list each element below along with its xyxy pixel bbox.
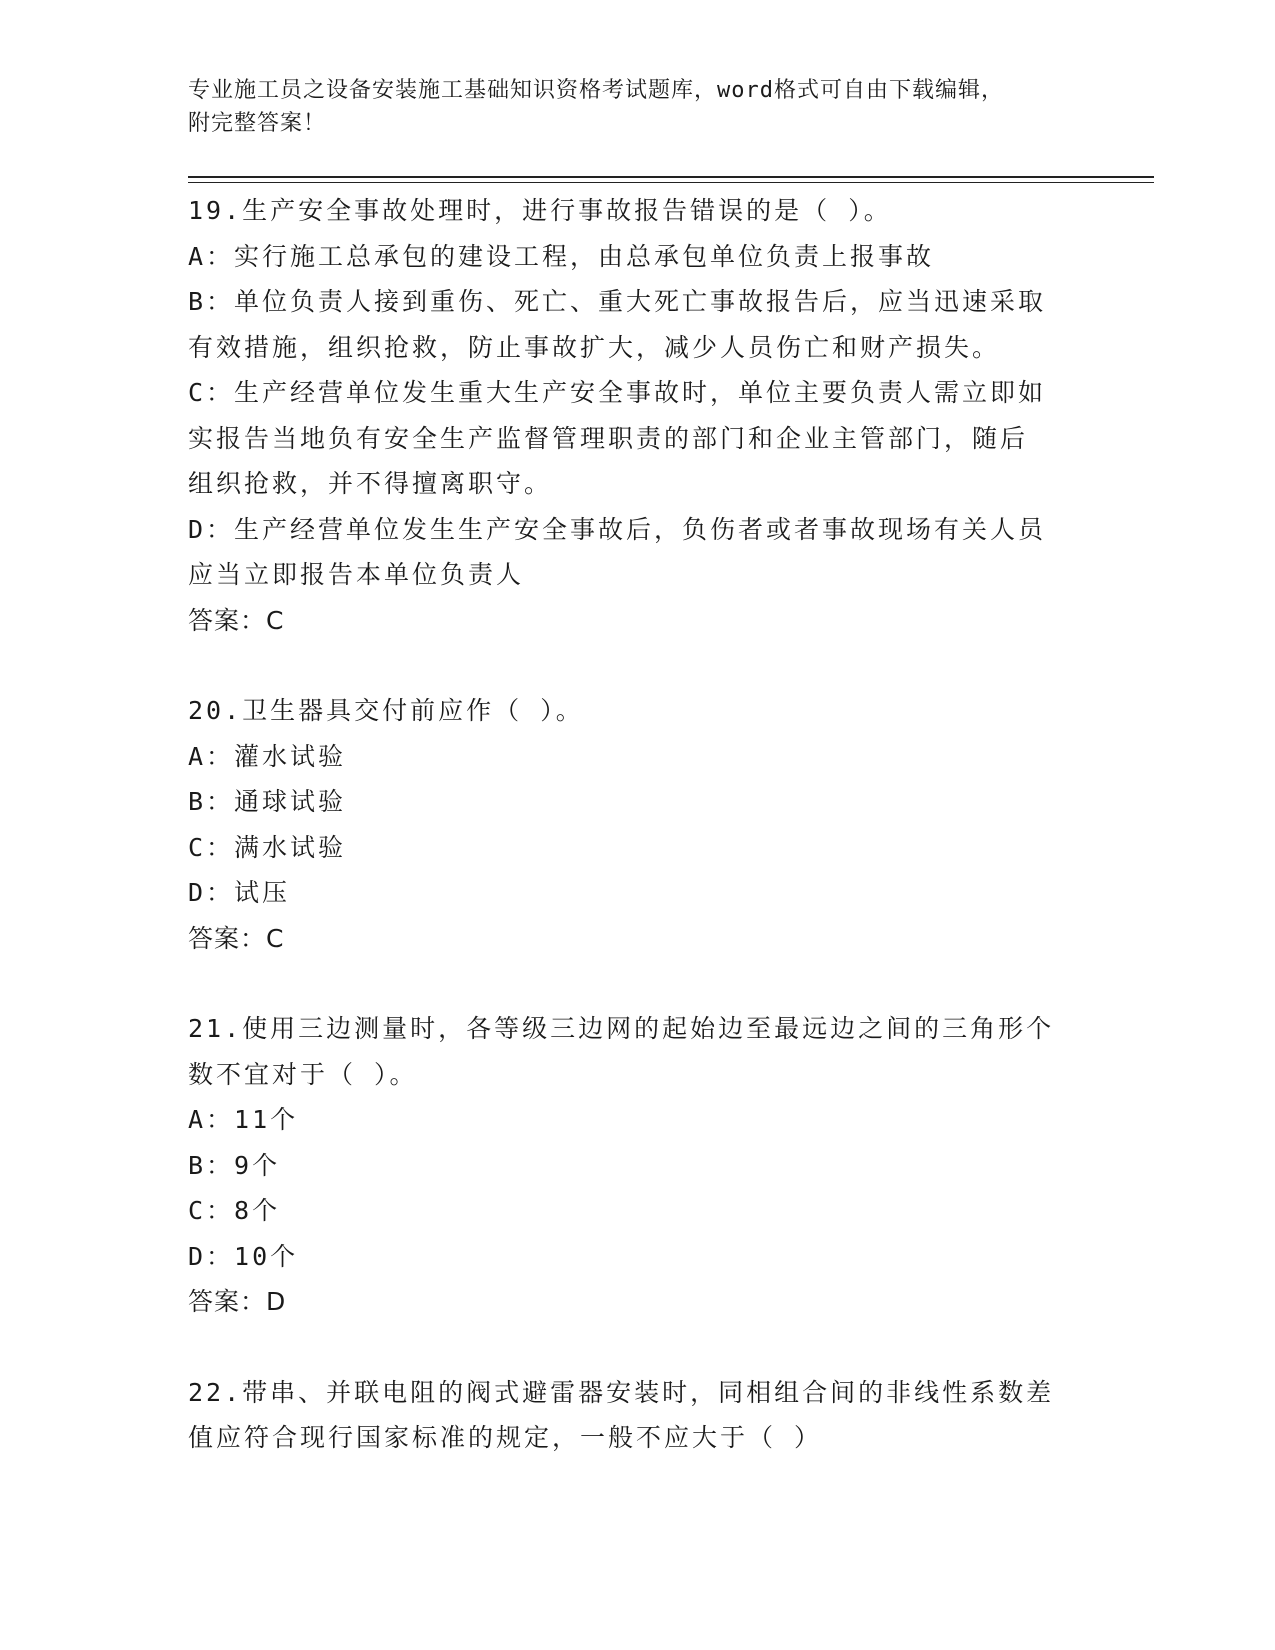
question-19 — [188, 188, 1088, 643]
option-c: C：满水试验 — [188, 832, 347, 862]
answer-label: 答案：C — [188, 605, 285, 635]
question-stem: 20.卫生器具交付前应作（ ）。 — [188, 696, 584, 725]
option-a: A：灌水试验 — [188, 741, 347, 771]
question-21 — [188, 1006, 1088, 1325]
question-22 — [188, 1370, 1088, 1461]
option-d: D：生产经营单位发生生产安全事故后，负伤者或者事故现场有关人员 — [188, 514, 1047, 544]
option-d: D：10个 — [188, 1241, 299, 1271]
question-20 — [188, 688, 1088, 961]
option-d: D：试压 — [188, 878, 291, 907]
question-stem-continued: 数不宜对于（ ）。 — [188, 1059, 418, 1089]
option-b: B：通球试验 — [188, 787, 347, 816]
question-stem: 21.使用三边测量时，各等级三边网的起始边至最远边之间的三角形个 — [188, 1014, 1055, 1043]
header-divider-thin — [188, 182, 1154, 183]
header-divider — [188, 176, 1154, 178]
answer-label: 答案：D — [188, 1287, 287, 1316]
question-stem: 19.生产安全事故处理时，进行事故报告错误的是（ ）。 — [188, 196, 892, 225]
option-a: A：11个 — [188, 1105, 299, 1134]
document-header — [188, 74, 1088, 140]
question-stem-continued: 值应符合现行国家标准的规定，一般不应大于（ ） — [188, 1423, 823, 1452]
header-line: 附完整答案！ — [188, 111, 327, 136]
question-list — [188, 188, 1088, 1461]
option-c-continued: 组织抢救，并不得擅离职守。 — [188, 469, 553, 498]
option-d-continued: 应当立即报告本单位负责人 — [188, 560, 525, 589]
option-c: C：8个 — [188, 1196, 281, 1225]
option-a: A：实行施工总承包的建设工程，由总承包单位负责上报事故 — [188, 241, 935, 271]
answer-label: 答案：C — [188, 923, 285, 953]
option-b-continued: 有效措施，组织抢救，防止事故扩大，减少人员伤亡和财产损失。 — [188, 332, 1001, 362]
option-c: C：生产经营单位发生重大生产安全事故时，单位主要负责人需立即如 — [188, 378, 1047, 407]
question-stem: 22.带串、并联电阻的阀式避雷器安装时，同相组合间的非线性系数差 — [188, 1377, 1055, 1407]
option-c-continued: 实报告当地负有安全生产监督管理职责的部门和企业主管部门，随后 — [188, 423, 1029, 453]
option-b: B：9个 — [188, 1150, 281, 1180]
option-b: B：单位负责人接到重伤、死亡、重大死亡事故报告后，应当迅速采取 — [188, 287, 1047, 316]
header-line: 专业施工员之设备安装施工基础知识资格考试题库，word格式可自由下载编辑， — [188, 78, 1004, 103]
